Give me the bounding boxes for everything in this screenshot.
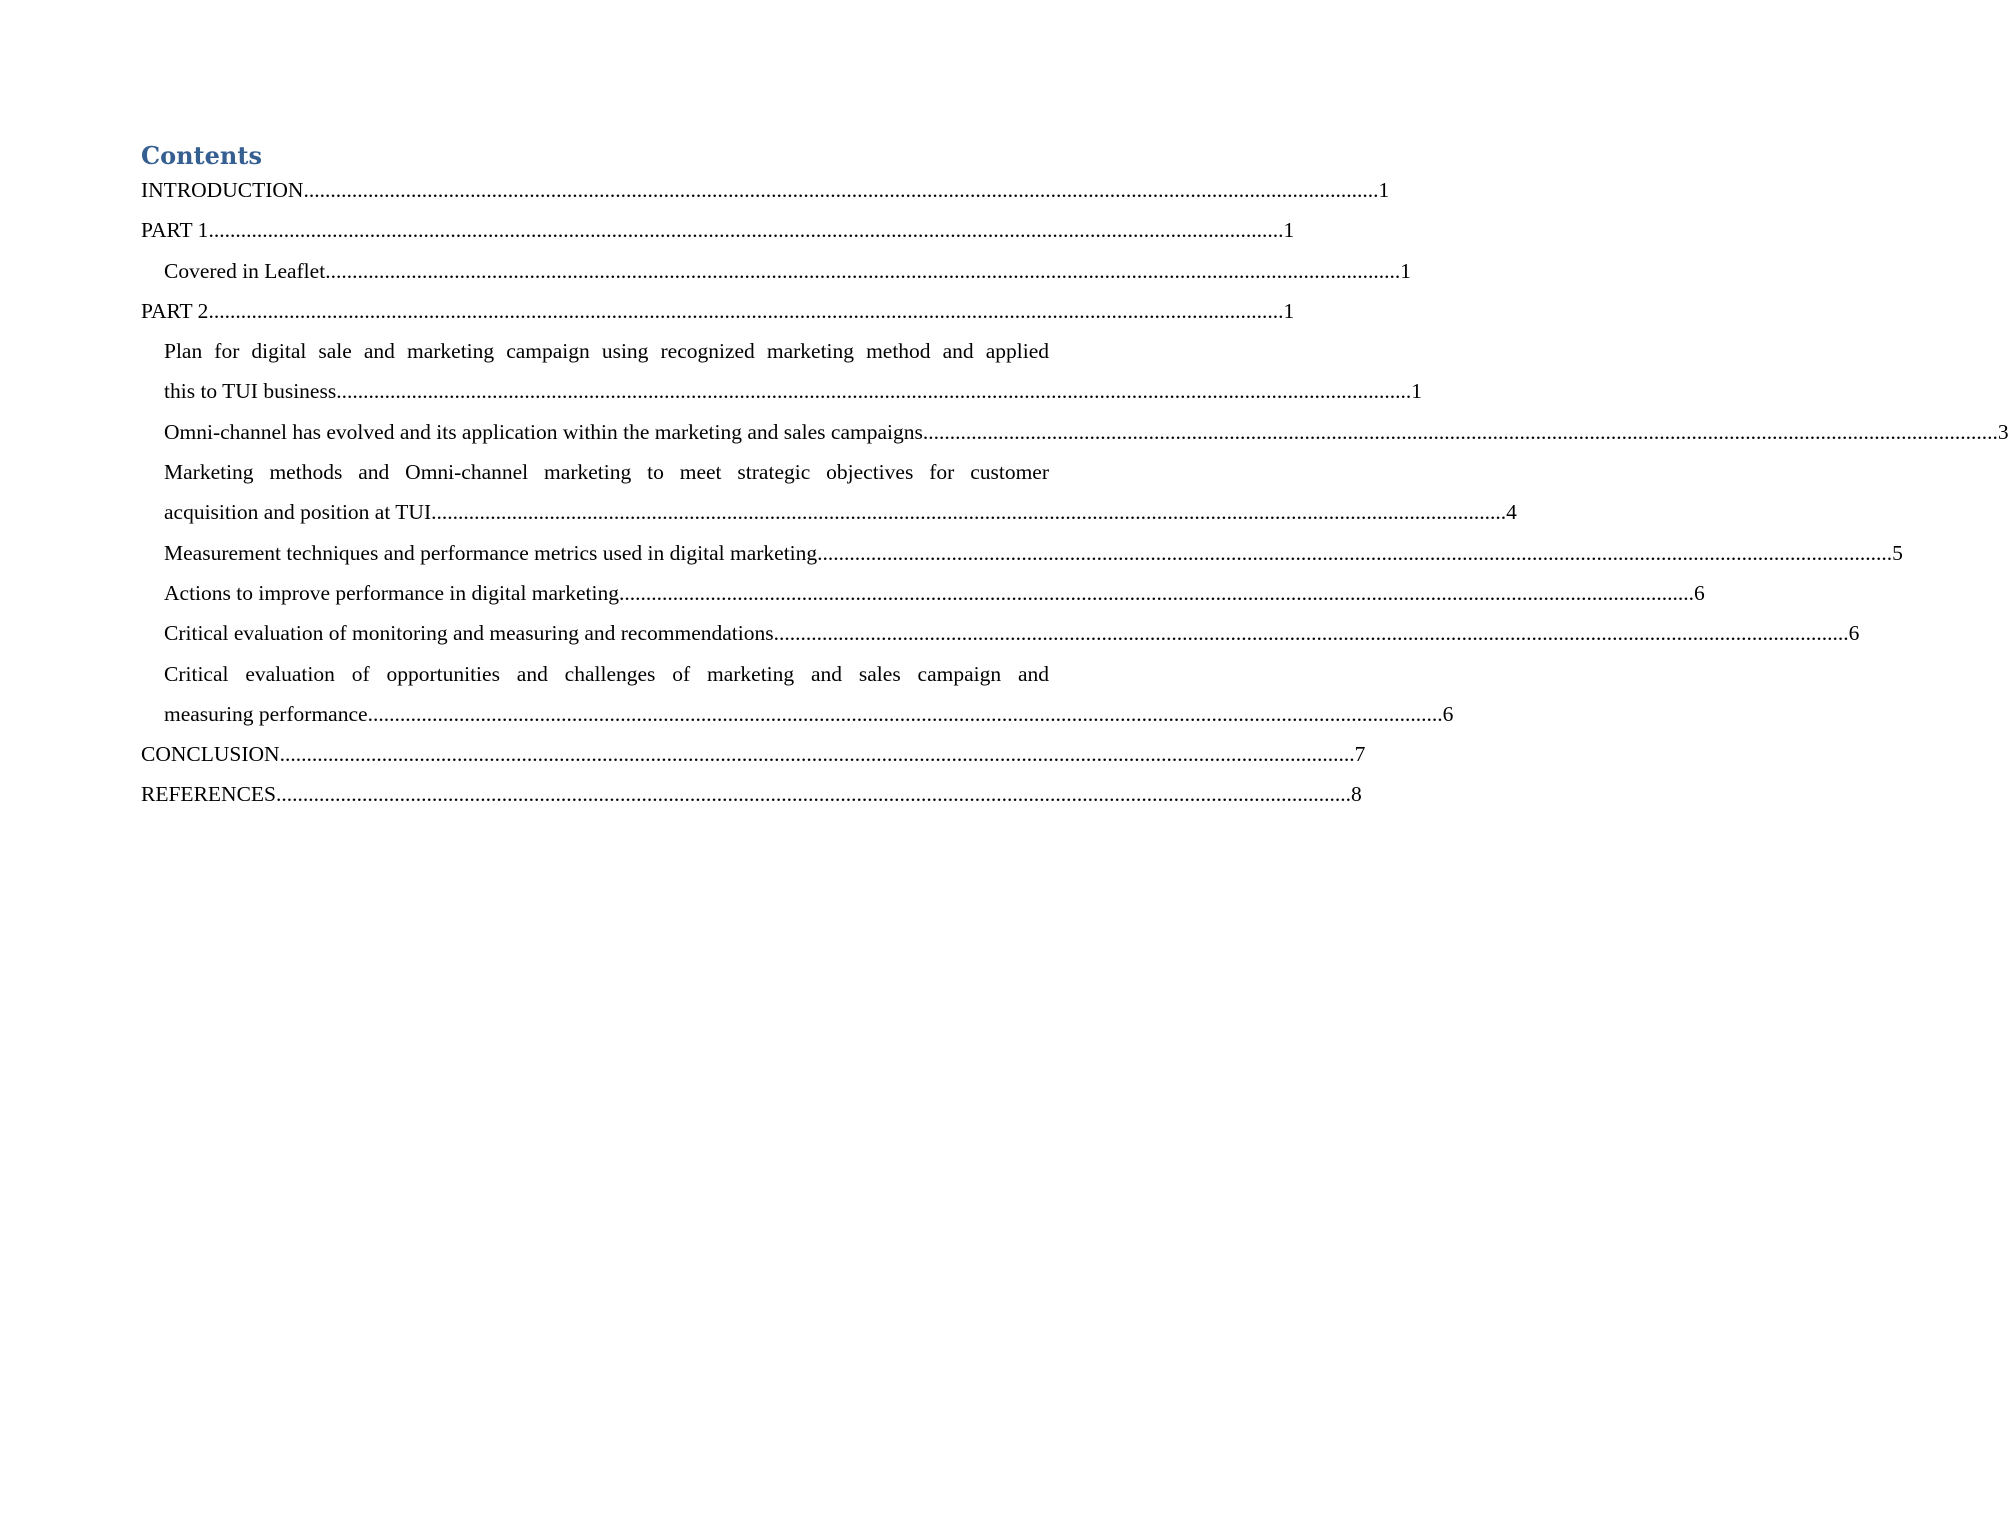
toc-entry-title: CONCLUSION [141, 742, 280, 767]
toc-entry[interactable] [141, 774, 1362, 814]
toc-entry-title: Actions to improve performance in digital marketing [164, 580, 619, 605]
toc-entry[interactable] [141, 170, 1390, 210]
toc-leader-dots: ........................................................................................................................................................................................................ [367, 701, 1443, 726]
toc-leader-dots: ........................................................................................................................................................................................................ [922, 419, 1998, 444]
toc-page-number: 5 [1892, 540, 1903, 565]
toc-page-number: 1 [1411, 379, 1422, 404]
toc-entry[interactable] [141, 734, 1366, 774]
toc-entry[interactable] [141, 573, 1705, 613]
toc-leader-dots: ........................................................................................................................................................................................................ [336, 379, 1412, 404]
toc-leader-dots: ........................................................................................................................................................................................................ [431, 500, 1507, 525]
toc-leader-dots: ........................................................................................................................................................................................................ [208, 298, 1284, 323]
toc-entry-lead: Marketing methods and Omni-channel marketing to meet strategic objectives for customer [164, 460, 1049, 485]
toc-leader-dots: ........................................................................................................................................................................................................ [325, 258, 1401, 283]
toc-entry-title: Critical evaluation of monitoring and measuring and recommendations [164, 621, 774, 646]
toc-entry[interactable] [141, 291, 1295, 331]
toc-entry-title: PART 2 [141, 298, 209, 323]
toc-entry[interactable] [141, 331, 1422, 412]
toc-page-number: 6 [1442, 701, 1454, 726]
toc-entry[interactable] [141, 613, 1860, 653]
toc-leader-dots: ........................................................................................................................................................................................................ [618, 580, 1694, 605]
toc-entry-title: Covered in Leaflet [164, 258, 326, 283]
toc-entry[interactable] [141, 533, 1903, 573]
toc-page-number: 6 [1848, 621, 1860, 646]
toc-page-number: 4 [1506, 500, 1517, 525]
table-of-contents [141, 170, 2009, 815]
toc-leader-dots: ........................................................................................................................................................................................................ [773, 621, 1849, 646]
toc-entry-title: this to TUI business [164, 379, 337, 404]
toc-entry-lead: Plan for digital sale and marketing campaign using recognized marketing method and applied [164, 339, 1049, 364]
toc-leader-dots: ........................................................................................................................................................................................................ [276, 782, 1351, 807]
toc-entry[interactable] [141, 452, 1517, 533]
toc-entry-title: acquisition and position at TUI [164, 500, 432, 525]
toc-leader-dots: ........................................................................................................................................................................................................ [303, 178, 1379, 202]
toc-page-number: 8 [1351, 782, 1362, 807]
toc-entry-title: PART 1 [141, 218, 209, 243]
toc-page-number: 7 [1354, 742, 1366, 767]
toc-leader-dots: ........................................................................................................................................................................................................ [208, 218, 1284, 243]
toc-entry-title: Measurement techniques and performance metrics used in digital marketing [164, 540, 818, 565]
toc-entry-title: Omni-channel has evolved and its application within the marketing and sales campaigns [164, 419, 923, 444]
toc-page-number: 3 [1997, 419, 2009, 444]
toc-entry[interactable] [141, 654, 1454, 735]
toc-page-number: 1 [1400, 258, 1411, 283]
toc-entry-title: measuring performance [164, 701, 368, 726]
toc-entry[interactable] [141, 210, 1295, 250]
toc-entry-title: REFERENCES [141, 782, 276, 807]
toc-leader-dots: ........................................................................................................................................................................................................ [817, 540, 1893, 565]
toc-entry-lead: Critical evaluation of opportunities and challenges of marketing and sales campaign and [164, 661, 1049, 686]
toc-page-number: 6 [1693, 580, 1705, 605]
toc-leader-dots: ........................................................................................................................................................................................................ [279, 742, 1355, 767]
toc-page-number: 1 [1283, 218, 1295, 243]
toc-page-number: 1 [1378, 178, 1390, 202]
toc-heading: Contents [141, 141, 262, 170]
toc-entry-title: INTRODUCTION [141, 178, 304, 202]
toc-page-number: 1 [1283, 298, 1295, 323]
toc-entry[interactable] [141, 412, 2009, 452]
toc-entry[interactable] [141, 251, 1411, 291]
